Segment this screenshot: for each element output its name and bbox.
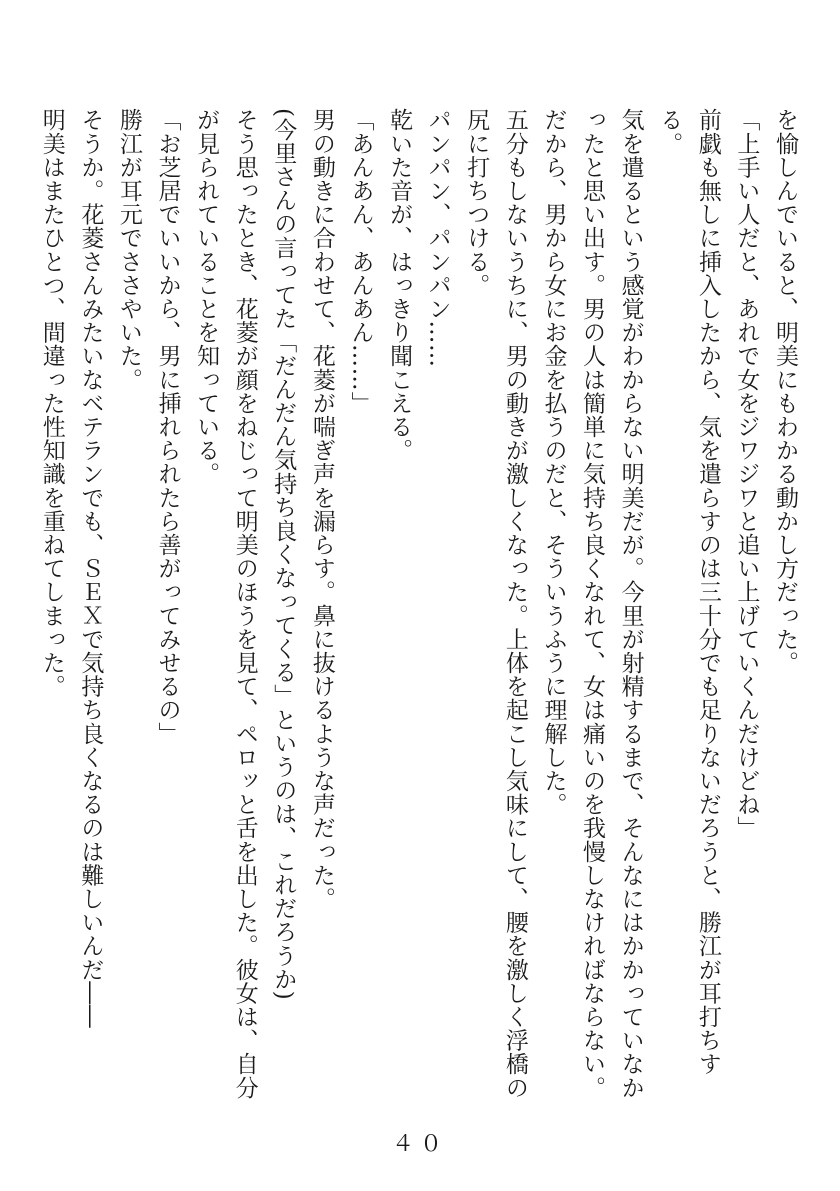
paragraph: そう思ったとき、花菱が顔をねじって明美のほうを見て、ペロッと舌を出した。彼女は、自分が見られていることを知っている。 <box>193 108 258 1100</box>
paragraph: 「あんあん、あんあん……」 <box>347 108 374 415</box>
paragraph: 「お芝居でいいから、男に挿れられたら善がってみせるの」 <box>154 108 181 746</box>
paragraph: 前戯も無しに挿入したから、気を遣らすのは三十分でも足りないだろうと、勝江が耳打ちする。 <box>656 108 721 1076</box>
paragraph: を愉しんでいると、明美にもわかる動かし方だった。 <box>772 108 798 675</box>
paragraph: 勝江が耳元でささやいた。 <box>115 108 142 392</box>
paragraph: 明美はまたひとつ、間違った性知識を重ねてしまった。 <box>38 108 65 698</box>
paragraph: (今里さんの言ってた「だんだん気持ち良くなってくる」というのは、これだろうか) <box>270 108 297 1001</box>
vertical-text-body <box>14 108 804 1108</box>
paragraph: 五分もしないうちに、男の動きが激しくなった。上体を起こし気味にして、腰を激しく浮橋の尻に打ちつける。 <box>463 108 528 1100</box>
paragraph: 「上手い人だと、あれで女をジワジワと追い上げていくんだけどね」 <box>733 108 760 840</box>
paragraph: パンパン、パンパン…… <box>424 108 451 368</box>
paragraph: 男の動きに合わせて、花菱が喘ぎ声を漏らす。鼻に抜けるような声だった。 <box>308 108 335 911</box>
paragraph: 気を遣るという感覚がわからない明美だが。今里が射精するまで、そんなにはかかっていなかったと思い出す。男の人は簡単に気持ち良くなれて、女は痛いのを我慢しなければならない。だから、男から女にお金を払うのだと、そういうふうに理解した。 <box>540 108 644 1100</box>
paragraph: 乾いた音が、はっきり聞こえる。 <box>386 108 413 462</box>
page-number: ４０ <box>391 1132 448 1157</box>
paragraph: そうか。花菱さんみたいなベテランでも、ＳＥＸで気持ち良くなるのは難しいんだ―― <box>77 108 104 1029</box>
